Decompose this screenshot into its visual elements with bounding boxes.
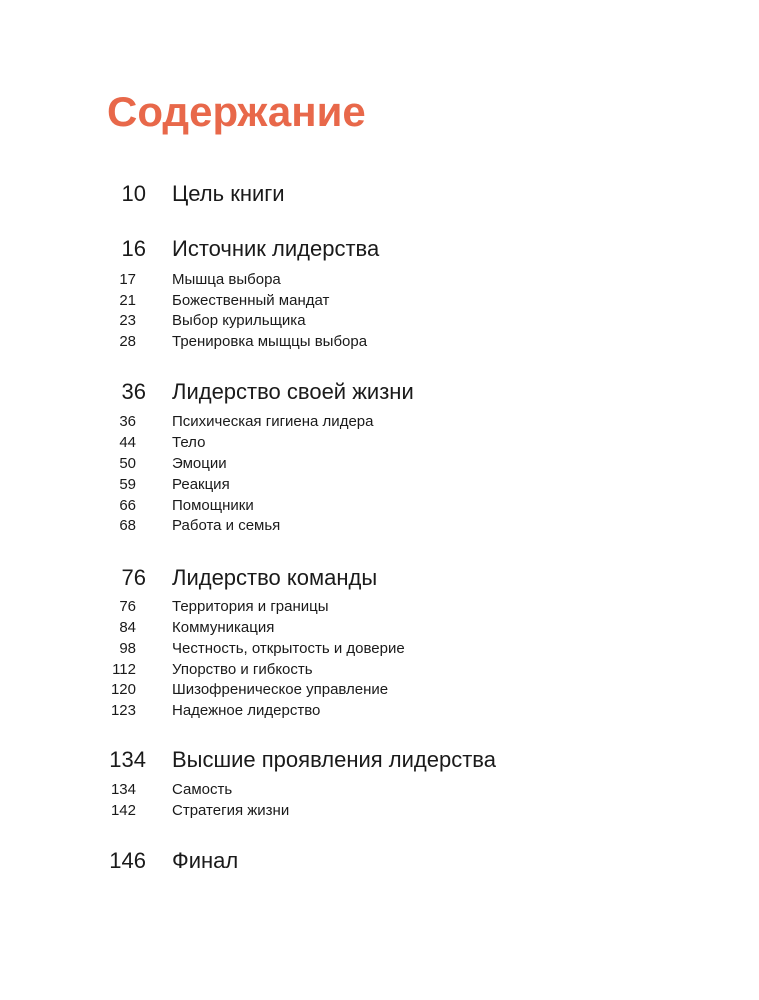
item-title: Реакция (172, 476, 230, 493)
item-title: Эмоции (172, 455, 227, 472)
item-title: Надежное лидерство (172, 702, 321, 719)
item-page-number: 123 (110, 702, 136, 719)
chapter-page-number: 36 (121, 379, 146, 404)
item-title: Божественный мандат (172, 292, 330, 309)
chapter-page-number: 16 (121, 236, 146, 261)
item-title: Тренировка мыщцы выбора (172, 333, 368, 350)
chapter-page-number: 134 (109, 747, 146, 772)
item-title: Психическая гигиена лидера (172, 413, 374, 430)
chapter-page-number: 10 (121, 181, 146, 206)
item-page-number: 76 (119, 598, 136, 615)
chapter-title: Источник лидерства (172, 236, 380, 261)
item-page-number: 36 (119, 413, 136, 430)
chapter-title: Высшие проявления лидерства (172, 747, 496, 772)
chapter-title: Финал (172, 848, 239, 873)
item-title: Шизофреническое управление (172, 681, 389, 698)
item-page-number: 21 (119, 292, 136, 309)
item-page-number: 66 (119, 497, 136, 514)
item-page-number: 28 (119, 333, 136, 350)
item-title: Территория и границы (172, 598, 329, 615)
item-title: Работа и семья (172, 517, 281, 534)
item-page-number: 68 (119, 517, 136, 534)
item-title: Упорство и гибкость (172, 661, 313, 678)
chapter-title: Лидерство своей жизни (172, 379, 414, 404)
chapter-title: Лидерство команды (172, 565, 378, 590)
item-title: Стратегия жизни (172, 802, 290, 819)
chapter-page-number: 146 (109, 848, 146, 873)
item-page-number: 84 (119, 619, 136, 636)
item-page-number: 59 (119, 476, 136, 493)
item-page-number: 17 (119, 271, 136, 288)
item-title: Выбор курильщика (172, 312, 306, 329)
item-title: Помощники (172, 497, 254, 514)
chapter-title: Цель книги (172, 181, 285, 206)
item-page-number: 120 (110, 681, 136, 698)
item-page-number: 98 (119, 640, 136, 657)
item-page-number: 44 (119, 434, 136, 451)
item-page-number: 50 (119, 455, 136, 472)
item-page-number: 23 (119, 312, 136, 329)
page-title: Содержание (107, 88, 366, 135)
item-title: Тело (172, 434, 206, 451)
item-title: Самость (172, 781, 233, 798)
item-page-number: 142 (110, 802, 136, 819)
item-page-number: 112 (112, 661, 136, 678)
item-page-number: 134 (110, 781, 136, 798)
item-title: Честность, открытость и доверие (172, 640, 405, 657)
chapter-page-number: 76 (121, 565, 146, 590)
item-title: Мышца выбора (172, 271, 281, 288)
item-title: Коммуникация (172, 619, 275, 636)
